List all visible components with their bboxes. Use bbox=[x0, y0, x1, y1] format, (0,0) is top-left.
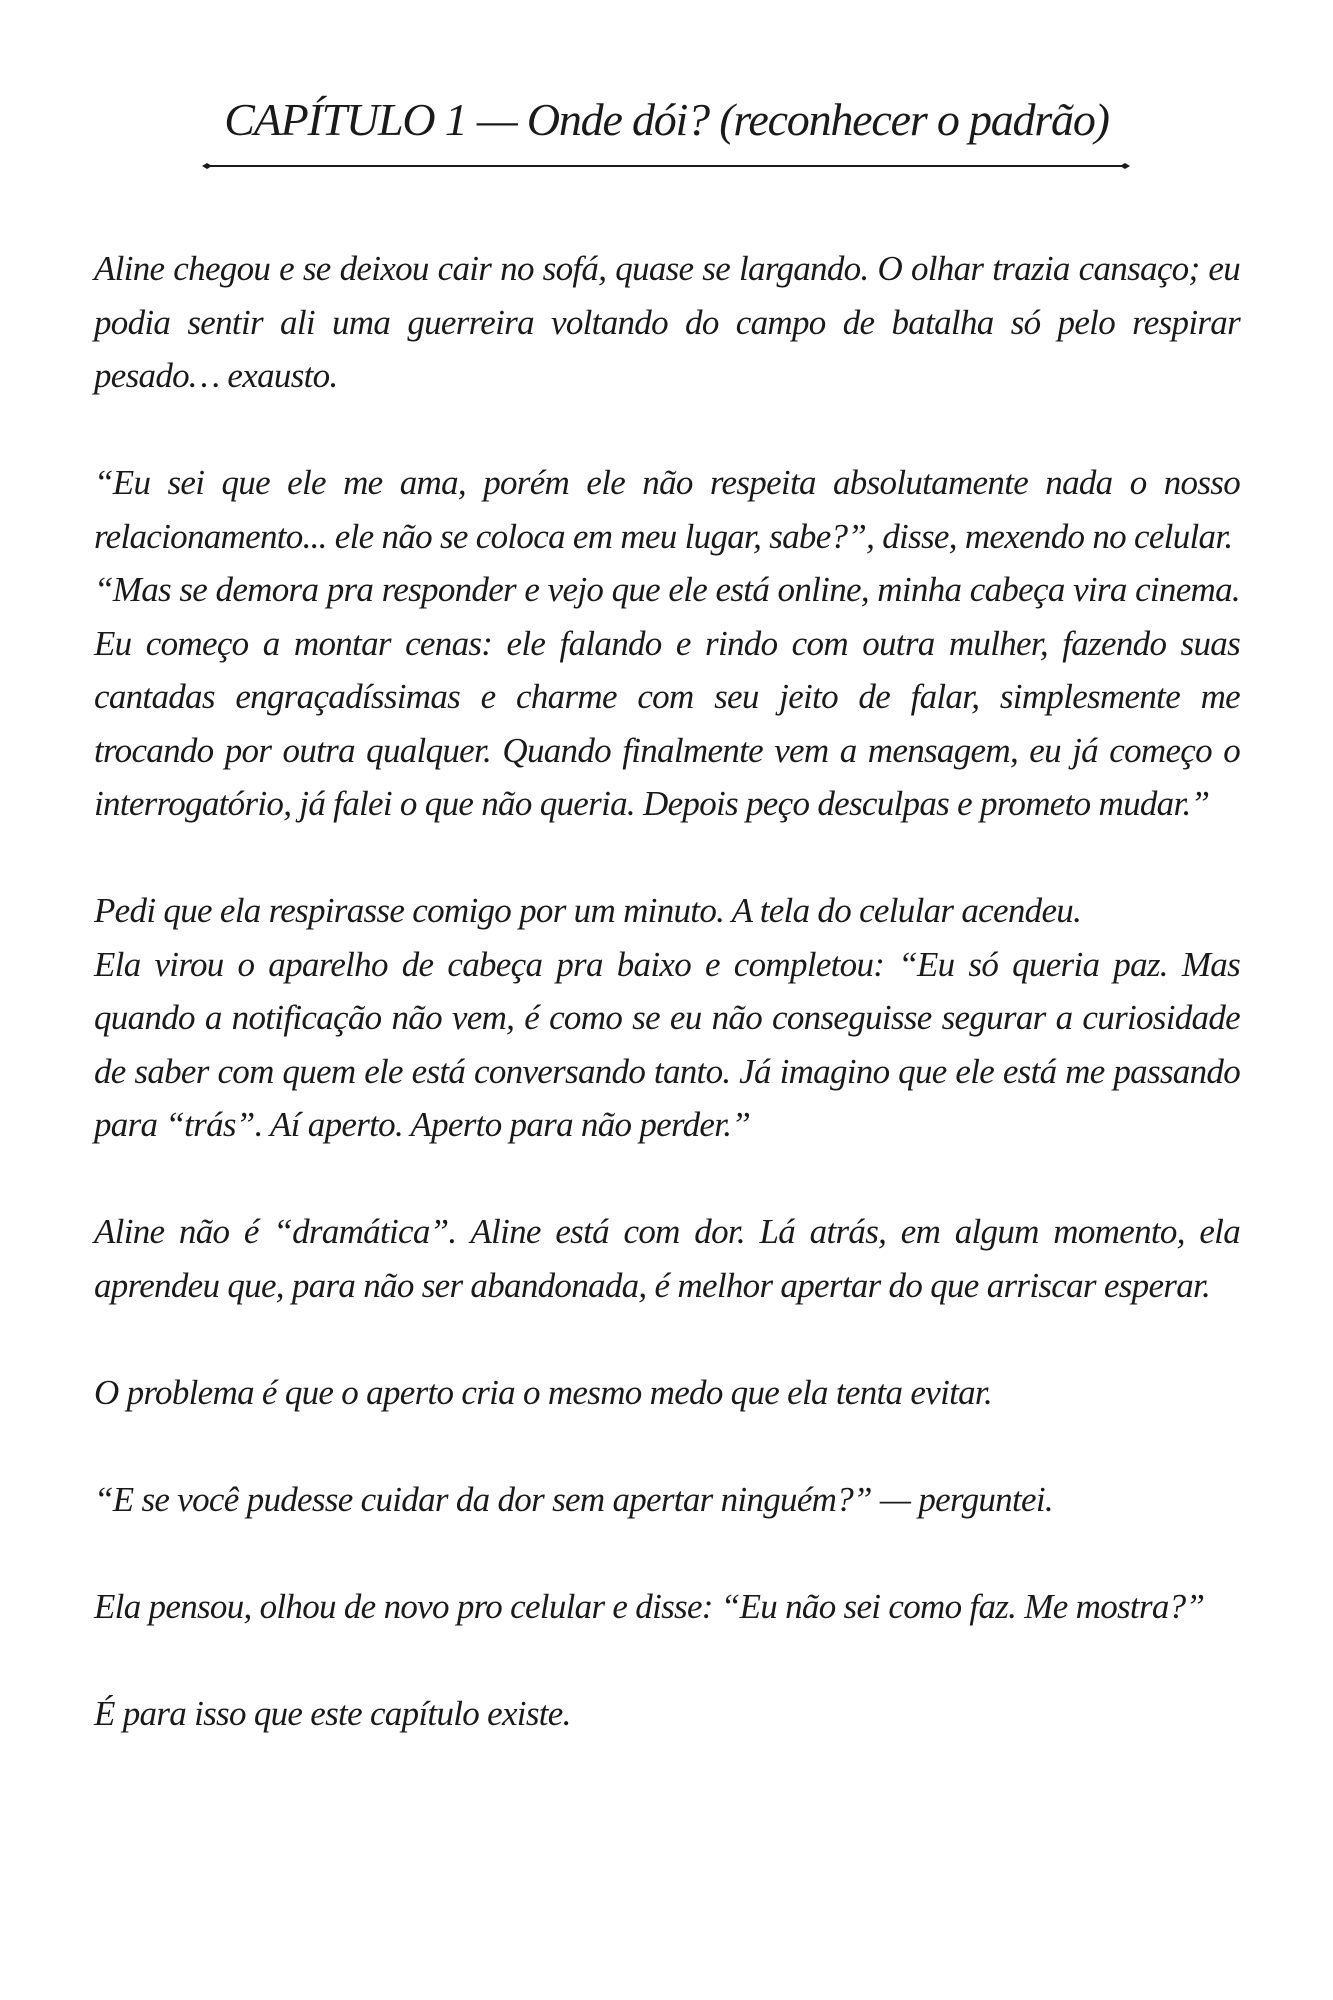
paragraph-2: “Eu sei que ele me ama, porém ele não respeita absolutamente nada o nosso relacionamento... ele não se coloca em meu lugar, sabe?”, disse, mexendo no celular. bbox=[94, 463, 1240, 556]
paragraph-3: “Mas se demora pra responder e vejo que ele está online, minha cabeça vira cinema. Eu começo a montar cenas: ele falando e rindo com outra mulher, fazendo suas cantadas engraçadíssimas e charme com seu jeito de falar, simplesmente me trocando por outra qualquer. Quando finalmente vem a mensagem, eu já começo o interrogatório, já falei o que não queria. Depois peço desculpas e prometo mudar.” bbox=[94, 570, 1240, 823]
paragraph-4: Pedi que ela respirasse comigo por um minuto. A tela do celular acendeu. bbox=[94, 891, 1082, 930]
paragraph-5: Ela virou o aparelho de cabeça pra baixo e completou: “Eu só queria paz. Mas quando a notificação não vem, é como se eu não conseguisse segurar a curiosidade de saber com quem ele está conversando tanto. Já imagino que ele está me passando para “trás”. Aí aperto. Aperto para não perder.” bbox=[94, 944, 1240, 1144]
paragraph-9: Ela pensou, olhou de novo pro celular e disse: “Eu não sei como faz. Me mostra?” bbox=[94, 1586, 1205, 1626]
paragraph-1: Aline chegou e se deixou cair no sofá, quase se largando. O olhar trazia cansaço; eu podia sentir ali uma guerreira voltando do campo de batalha só pelo respirar pesado… exausto. bbox=[94, 249, 1240, 395]
paragraph-8: “E se você pudesse cuidar da dor sem apertar ninguém?” — perguntei. bbox=[94, 1479, 1053, 1519]
chapter-title: CAPÍTULO 1 — Onde dói? (reconhecer o padrão) bbox=[224, 94, 1109, 145]
paragraph-10: É para isso que este capítulo existe. bbox=[94, 1693, 571, 1733]
chapter-body bbox=[94, 242, 1240, 1740]
paragraph-6: Aline não é “dramática”. Aline está com dor. Lá atrás, em algum momento, ela aprendeu que, para não ser abandonada, é melhor apertar do que arriscar esperar. bbox=[94, 1212, 1240, 1305]
paragraph-7: O problema é que o aperto cria o mesmo medo que ela tenta evitar. bbox=[94, 1372, 993, 1412]
title-underline-ornament bbox=[202, 160, 1130, 172]
